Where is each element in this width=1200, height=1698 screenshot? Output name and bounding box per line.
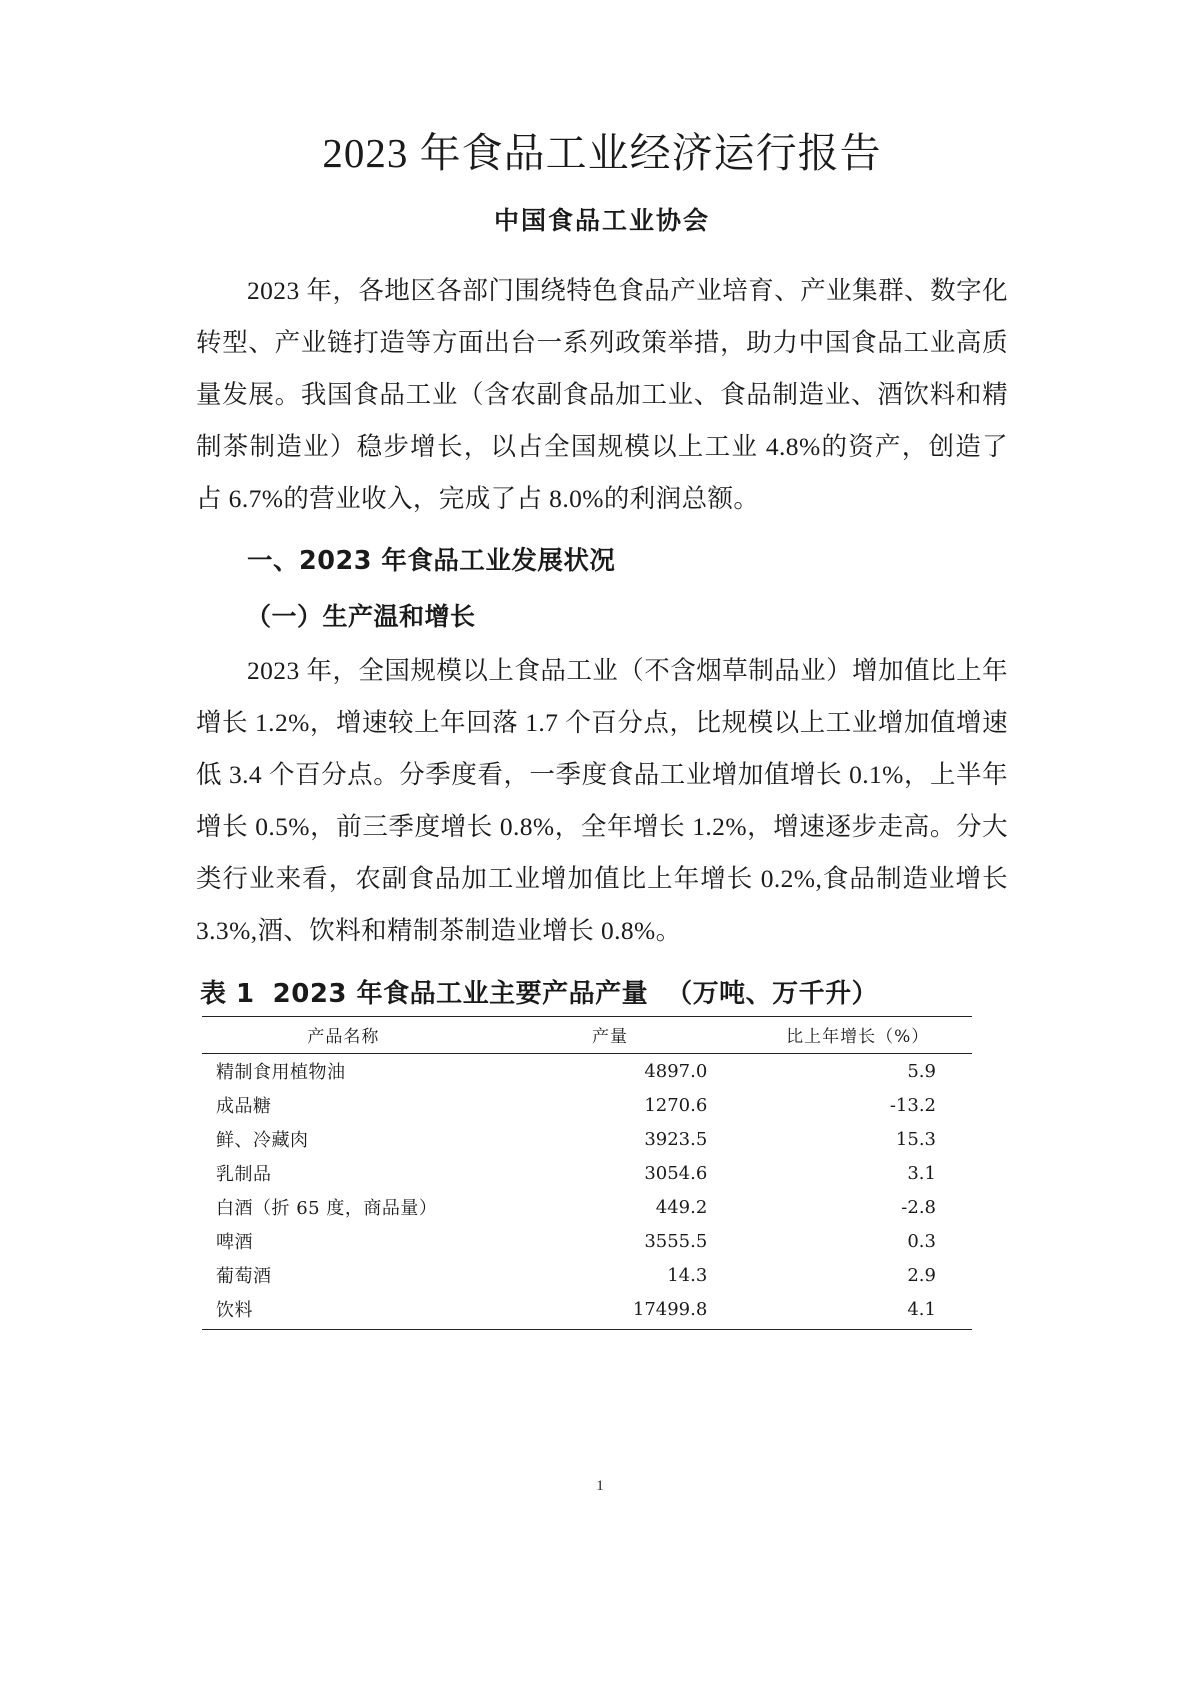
cell-product-name: 成品糖 <box>216 1096 272 1117</box>
table-row <box>202 1258 972 1292</box>
paragraph-intro: 2023 年，各地区各部门围绕特色食品产业培育、产业集群、数字化转型、产业链打造等方面出台一系列政策举措，助力中国食品工业高质量发展。我国食品工业（含农副食品加工业、食品制造业、酒饮料和精制茶制造业）稳步增长，以占全国规模以上工业 4.8%的资产，创造了占 6.7%的营业收入，完成了占 8.0%的利润总额。 <box>196 276 1008 513</box>
cell-change: 5.9 <box>907 1060 936 1082</box>
cell-output: 449.2 <box>655 1196 708 1218</box>
table-header-product-name: 产品名称 <box>202 1017 477 1054</box>
table-row <box>202 1292 972 1330</box>
document-body <box>196 120 1008 1330</box>
table-header-output: 产量 <box>477 1017 744 1054</box>
section-heading-1: 一、2023 年食品工业发展状况 <box>247 546 616 576</box>
cell-change: 0.3 <box>907 1230 936 1252</box>
table-body <box>202 1054 972 1330</box>
cell-change: 3.1 <box>907 1162 936 1184</box>
cell-product-name: 葡萄酒 <box>216 1266 272 1287</box>
table-caption <box>196 973 1008 1010</box>
section-heading-2: （一）生产温和增长 <box>246 602 476 631</box>
page-title: 2023 年食品工业经济运行报告 <box>322 130 882 176</box>
table-row <box>202 1088 972 1122</box>
cell-output: 4897.0 <box>644 1060 708 1082</box>
cell-change: 2.9 <box>907 1264 936 1286</box>
cell-output: 3923.5 <box>644 1128 708 1150</box>
cell-output: 14.3 <box>667 1264 708 1286</box>
table-caption-label: 表 1 <box>200 979 255 1009</box>
product-output-table <box>202 1016 972 1330</box>
cell-output: 3555.5 <box>644 1230 708 1252</box>
cell-output: 1270.6 <box>644 1094 708 1116</box>
table-caption-title: 2023 年食品工业主要产品产量 <box>272 979 649 1009</box>
cell-change: -2.8 <box>901 1196 936 1218</box>
cell-output: 3054.6 <box>644 1162 708 1184</box>
table-row <box>202 1122 972 1156</box>
table-caption-unit: （万吨、万千升） <box>666 979 879 1009</box>
cell-change: -13.2 <box>889 1094 936 1116</box>
cell-product-name: 白酒（折 65 度，商品量） <box>216 1198 438 1219</box>
table-row <box>202 1156 972 1190</box>
cell-product-name: 鲜、冷藏肉 <box>216 1130 309 1151</box>
table-header-row <box>202 1017 972 1054</box>
cell-output: 17499.8 <box>477 1292 744 1330</box>
table-header-change: 比上年增长（%） <box>743 1017 972 1054</box>
table-header <box>202 1017 972 1054</box>
table-row <box>202 1224 972 1258</box>
table-row <box>202 1054 972 1089</box>
cell-change: 15.3 <box>895 1128 936 1150</box>
document-author: 中国食品工业协会 <box>493 206 710 235</box>
cell-product-name: 乳制品 <box>216 1164 272 1185</box>
cell-change: 4.1 <box>743 1292 972 1330</box>
cell-product-name: 饮料 <box>202 1292 477 1330</box>
cell-product-name: 啤酒 <box>216 1232 253 1253</box>
page-number: 1 <box>596 1478 604 1494</box>
table-row <box>202 1190 972 1224</box>
paragraph-production: 2023 年，全国规模以上食品工业（不含烟草制品业）增加值比上年增长 1.2%，增速较上年回落 1.7 个百分点，比规模以上工业增加值增速低 3.4 个百分点。分季度看，一季度食品工业增加值增长 0.1%，上半年增长 0.5%，前三季度增长 0.8%，全年增长 1.2%，增速逐步走高。分大类行业来看，农副食品加工业增加值比上年增长 0.2%,食品制造业增长 3.3%,酒、饮料和精制茶制造业增长 0.8%。 <box>196 656 1008 945</box>
cell-product-name: 精制食用植物油 <box>216 1062 346 1083</box>
